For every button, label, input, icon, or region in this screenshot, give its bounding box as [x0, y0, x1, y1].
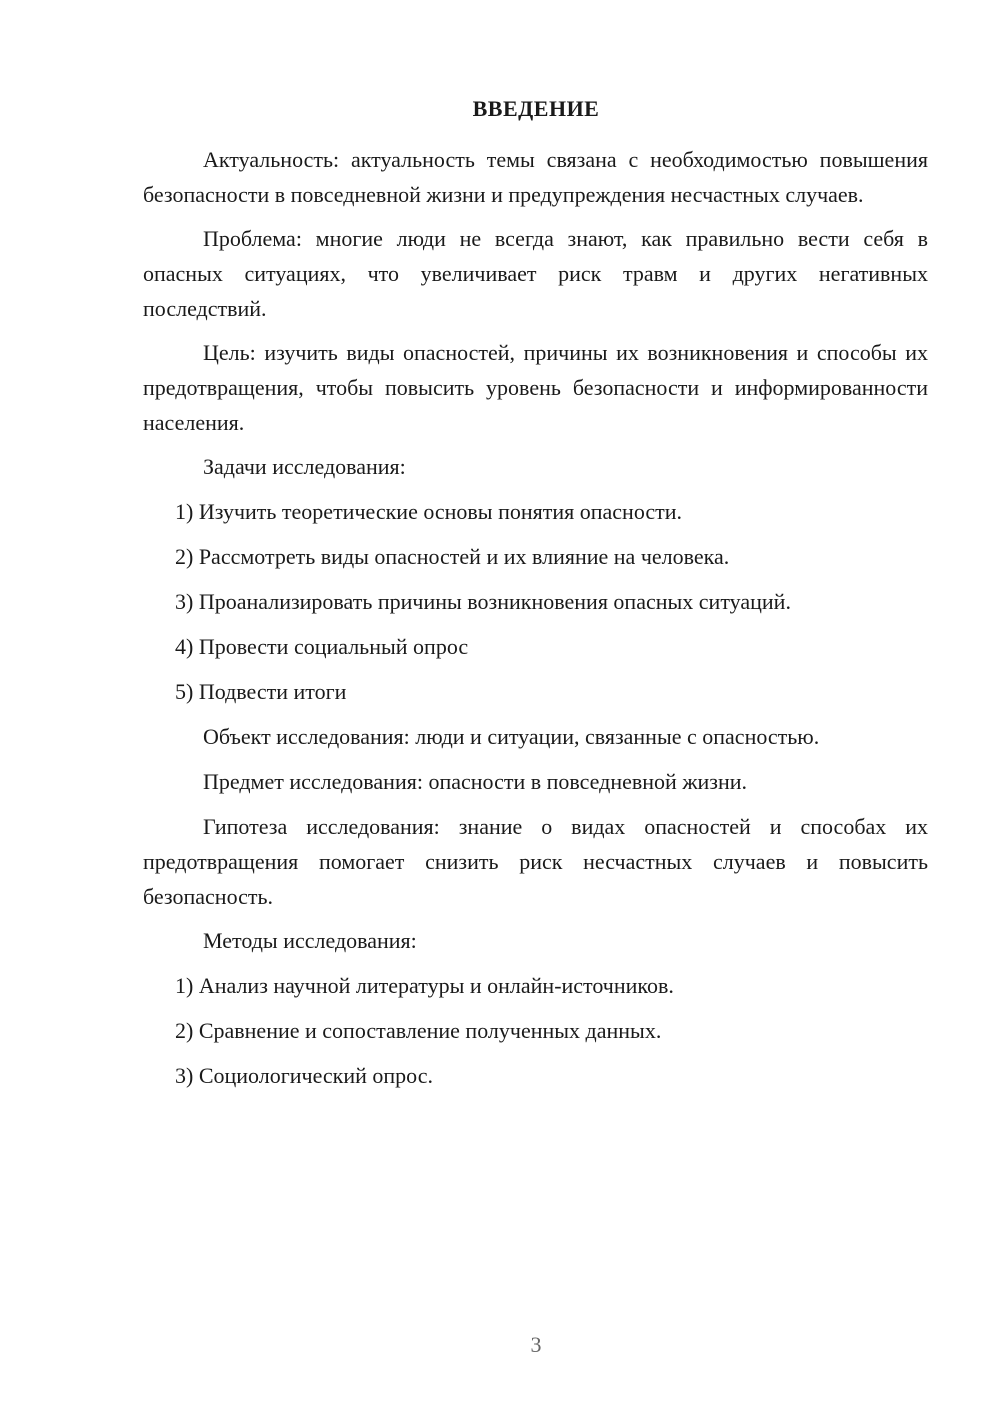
document-body: [143, 142, 928, 1103]
method-item-3: 3) Социологический опрос.: [175, 1063, 433, 1088]
relevance-paragraph: Актуальность: актуальность темы связана с необходимостью повышения безопасности в повседневной жизни и предупреждения несчастных случаев.: [143, 147, 928, 207]
task-item-5: 5) Подвести итоги: [175, 679, 347, 704]
tasks-heading: Задачи исследования:: [203, 454, 406, 479]
task-item-3: 3) Проанализировать причины возникновения опасных ситуаций.: [175, 589, 791, 614]
task-item-2: 2) Рассмотреть виды опасностей и их влияние на человека.: [175, 544, 730, 569]
problem-paragraph: Проблема: многие люди не всегда знают, как правильно вести себя в опасных ситуациях, что увеличивает риск травм и других негативных последствий.: [143, 226, 928, 321]
method-item-1: 1) Анализ научной литературы и онлайн-источников.: [175, 973, 674, 998]
hypothesis-paragraph: Гипотеза исследования: знание о видах опасностей и способах их предотвращения помогает снизить риск несчастных случаев и повысить безопасность.: [143, 814, 928, 909]
page-number: 3: [530, 1332, 542, 1357]
page-title: ВВЕДЕНИЕ: [472, 96, 600, 121]
task-item-4: 4) Провести социальный опрос: [175, 634, 469, 659]
goal-paragraph: Цель: изучить виды опасностей, причины их возникновения и способы их предотвращения, чтобы повысить уровень безопасности и информированности населения.: [143, 340, 928, 435]
methods-heading: Методы исследования:: [203, 928, 417, 953]
subject-paragraph: Предмет исследования: опасности в повседневной жизни.: [203, 769, 748, 794]
task-item-1: 1) Изучить теоретические основы понятия опасности.: [175, 499, 683, 524]
object-paragraph: Объект исследования: люди и ситуации, связанные с опасностью.: [203, 724, 820, 749]
method-item-2: 2) Сравнение и сопоставление полученных данных.: [175, 1018, 662, 1043]
